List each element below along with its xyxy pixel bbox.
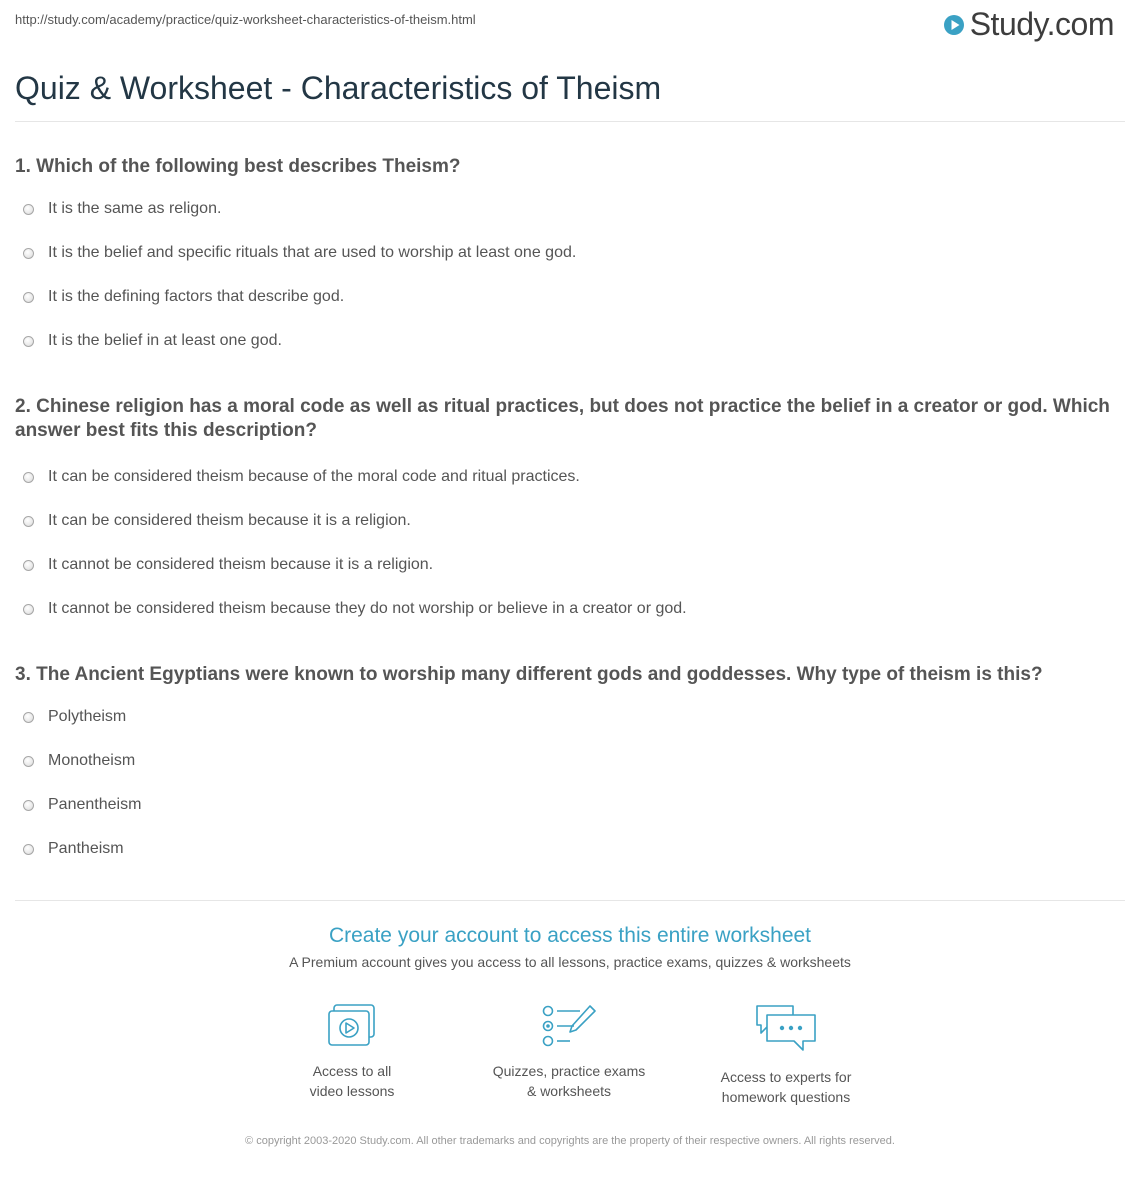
section-divider — [15, 900, 1125, 901]
answer-option[interactable] — [23, 600, 687, 618]
answer-label: It is the belief in at least one god. — [48, 332, 282, 349]
radio-button[interactable] — [23, 604, 34, 615]
feature-video-lessons — [257, 1003, 447, 1101]
answer-option[interactable] — [23, 200, 221, 218]
answer-label: Monotheism — [48, 752, 136, 769]
radio-button[interactable] — [23, 336, 34, 347]
question-text: 1. Which of the following best describes Theism? — [15, 156, 461, 177]
radio-button[interactable] — [23, 712, 34, 723]
video-lessons-icon — [326, 1003, 378, 1049]
answer-option[interactable] — [23, 244, 576, 262]
answer-label: It can be considered theism because it is a religion. — [48, 512, 411, 529]
logo-text: Study.com — [969, 6, 1114, 42]
answer-label: It is the same as religon. — [48, 200, 222, 217]
radio-button[interactable] — [23, 844, 34, 855]
answer-option[interactable] — [23, 752, 135, 770]
radio-button[interactable] — [23, 560, 34, 571]
answer-label: It cannot be considered theism because it is a religion. — [48, 556, 434, 573]
answer-option[interactable] — [23, 708, 126, 726]
radio-button[interactable] — [23, 516, 34, 527]
page-url: http://study.com/academy/practice/quiz-worksheet-characteristics-of-theism.html — [15, 12, 476, 27]
answer-label: It cannot be considered theism because they do not worship or believe in a creator or god. — [48, 600, 687, 617]
answer-option[interactable] — [23, 332, 282, 350]
answer-option[interactable] — [23, 468, 580, 486]
cta-subtitle: A Premium account gives you access to all lessons, practice exams, quizzes & worksheets — [289, 954, 851, 970]
feature-label: Quizzes, practice exams & worksheets — [492, 1063, 646, 1099]
answer-label: Panentheism — [48, 796, 142, 813]
question-3 — [15, 663, 1125, 863]
answer-option[interactable] — [23, 840, 124, 858]
page-title: Quiz & Worksheet - Characteristics of Theism — [15, 70, 662, 106]
quiz-checklist-icon — [540, 1003, 598, 1049]
answer-option[interactable] — [23, 796, 141, 814]
answer-option[interactable] — [23, 512, 411, 530]
feature-experts — [691, 1003, 881, 1107]
radio-button[interactable] — [23, 248, 34, 259]
chat-bubbles-icon — [753, 1003, 819, 1055]
question-text: 2. Chinese religion has a moral code as well as ritual practices, but does not practice the belief in a creator or god. Which answer best fits this description? — [15, 396, 1110, 441]
radio-button[interactable] — [23, 756, 34, 767]
feature-label: Access to experts for homework questions — [720, 1069, 852, 1105]
feature-quizzes — [474, 1003, 664, 1101]
study-logo[interactable] — [942, 6, 1114, 43]
radio-button[interactable] — [23, 472, 34, 483]
create-account-link[interactable]: Create your account to access this entire worksheet — [328, 924, 812, 947]
answer-label: Polytheism — [48, 708, 127, 725]
radio-button[interactable] — [23, 292, 34, 303]
answer-label: It is the belief and specific rituals that are used to worship at least one god. — [48, 244, 577, 261]
radio-button[interactable] — [23, 204, 34, 215]
answer-option[interactable] — [23, 556, 433, 574]
title-divider — [15, 121, 1125, 122]
answer-label: Pantheism — [48, 840, 124, 857]
question-2 — [15, 395, 1125, 625]
question-1 — [15, 155, 1125, 355]
copyright-notice: © copyright 2003-2020 Study.com. All other trademarks and copyrights are the property of their respective owners. All rights reserved. — [245, 1135, 895, 1147]
play-circle-icon — [942, 13, 966, 37]
answer-label: It is the defining factors that describe god. — [48, 288, 345, 305]
answer-label: It can be considered theism because of the moral code and ritual practices. — [48, 468, 580, 485]
answer-option[interactable] — [23, 288, 344, 306]
radio-button[interactable] — [23, 800, 34, 811]
feature-label: Access to all video lessons — [309, 1063, 395, 1099]
question-text: 3. The Ancient Egyptians were known to worship many different gods and goddesses. Why type of theism is this? — [15, 664, 1043, 685]
